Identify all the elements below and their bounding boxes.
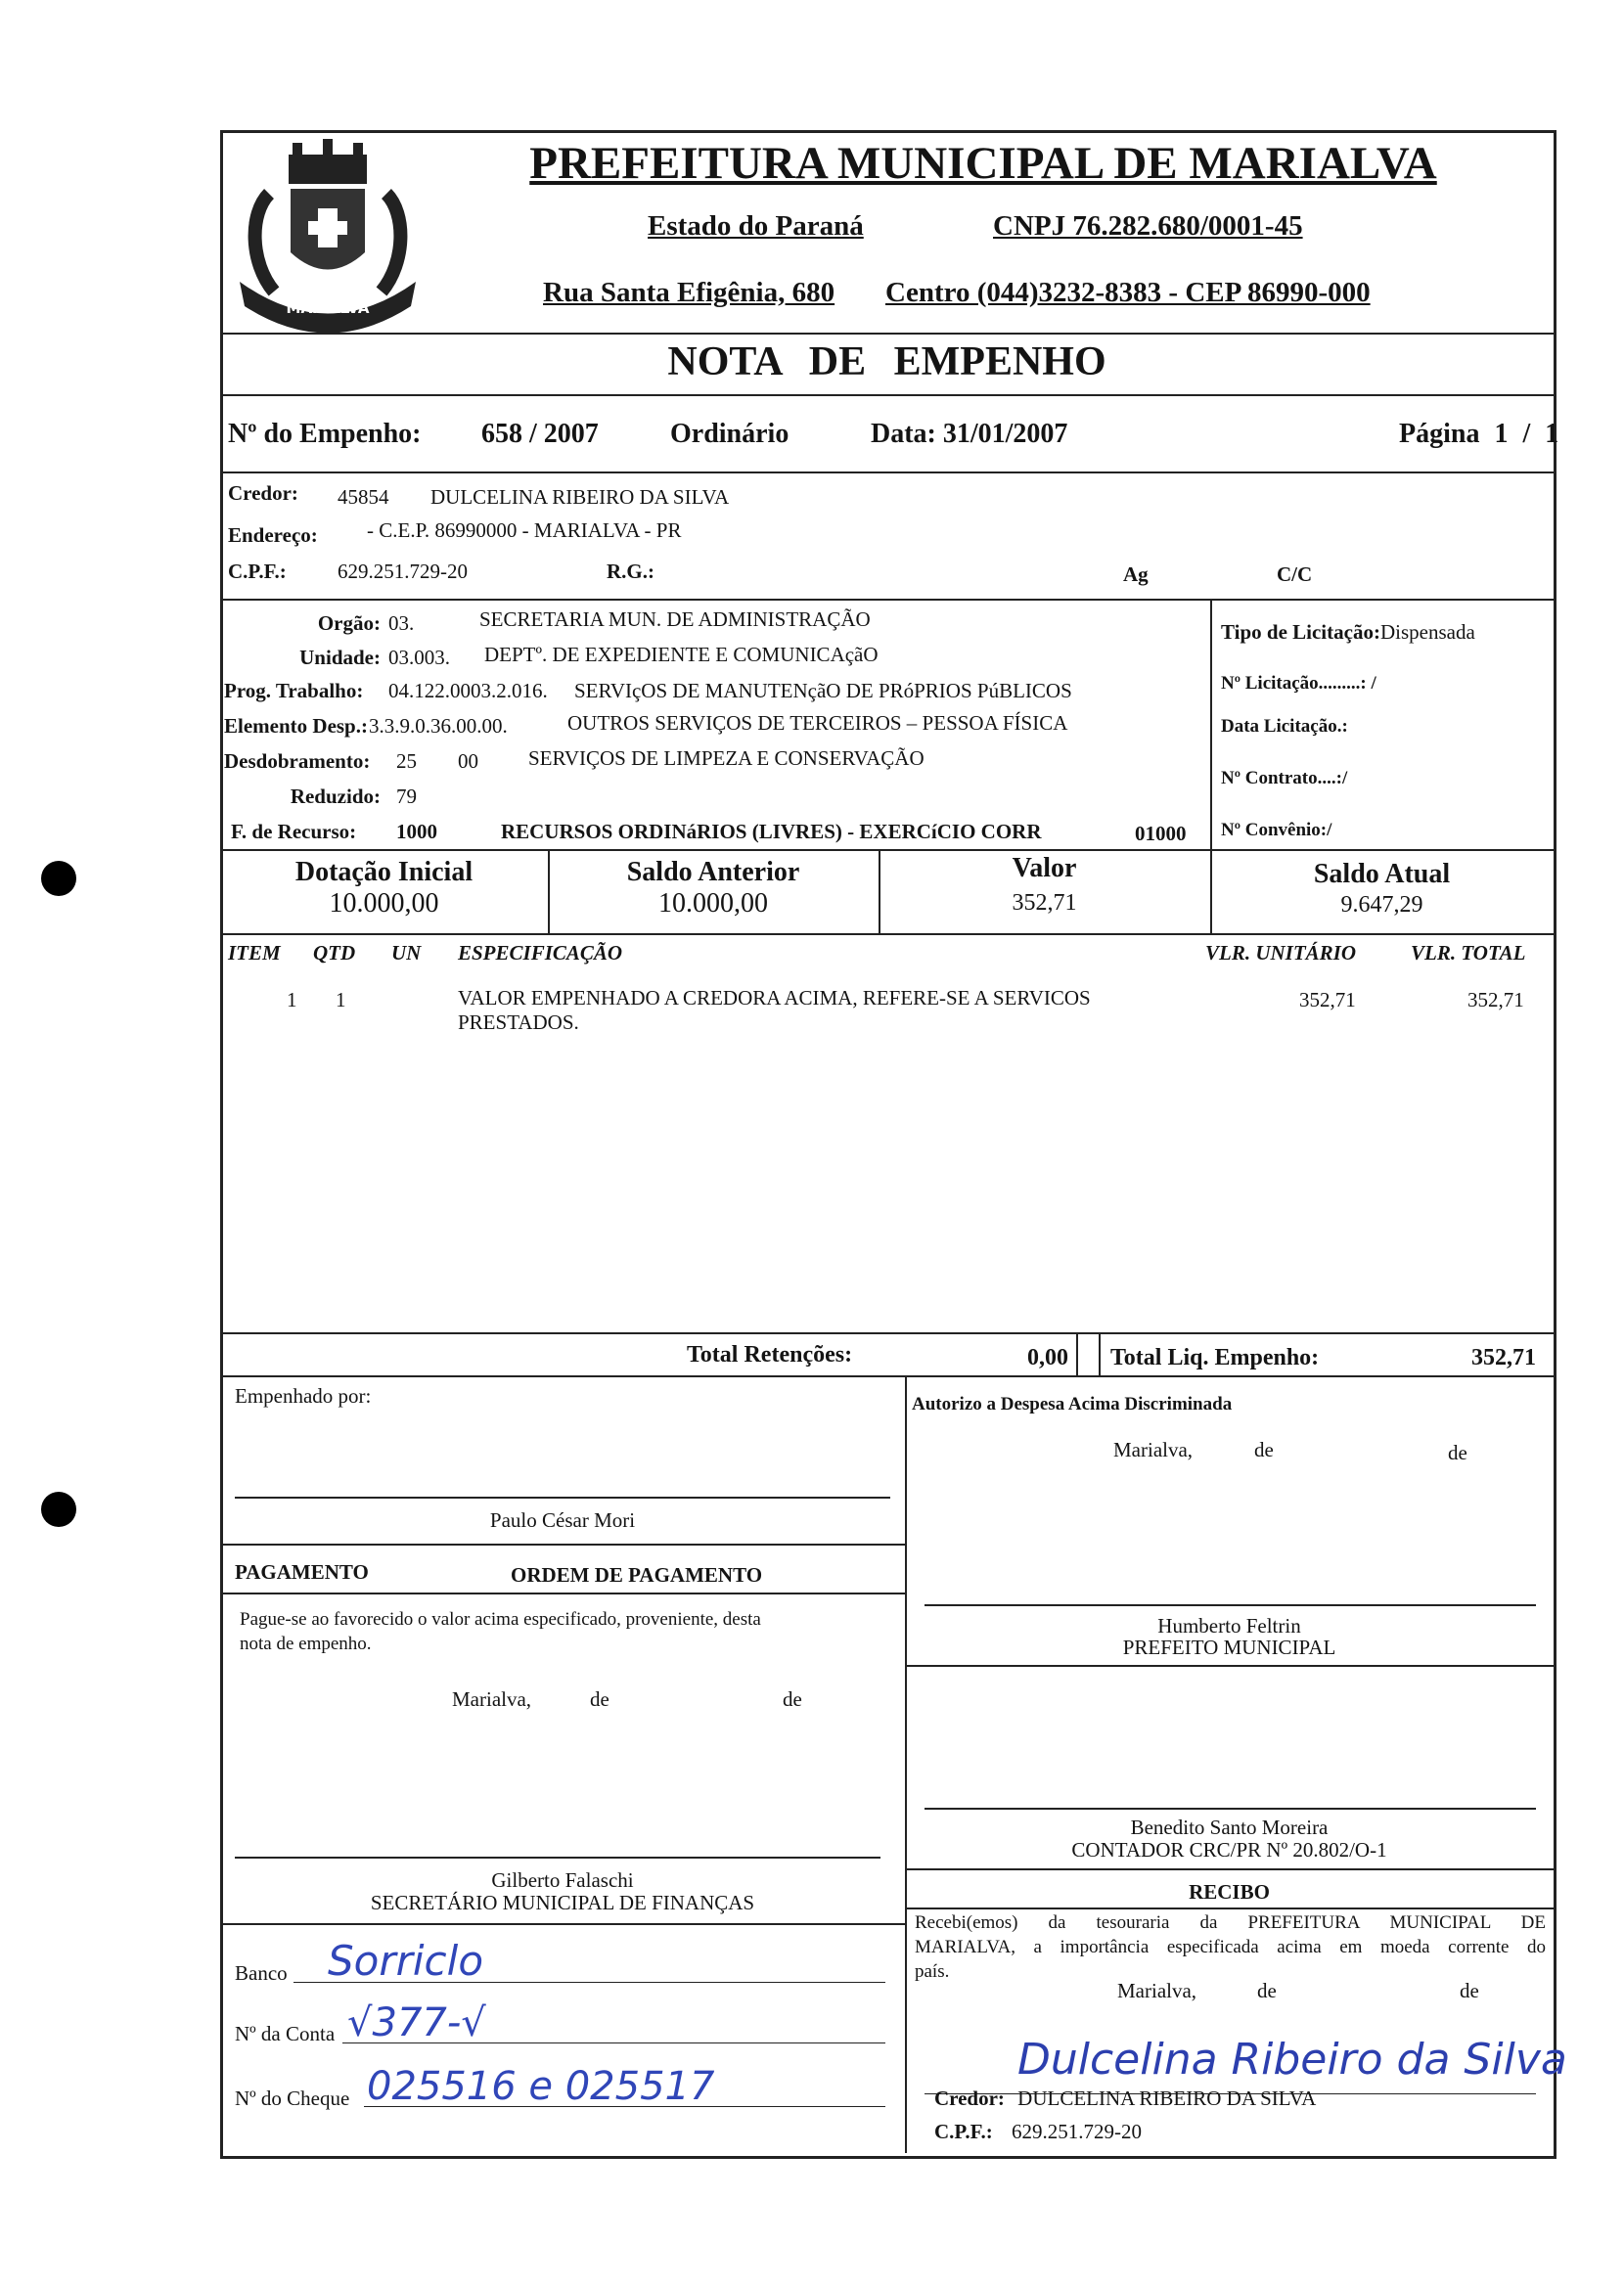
- unidade-label: Unidade:: [299, 646, 381, 669]
- recibo-cpf-value: 629.251.729-20: [1011, 2120, 1142, 2143]
- banco-label: Banco: [235, 1961, 288, 1985]
- conta-label: Nº da Conta: [235, 2022, 336, 2045]
- empenho-type: Ordinário: [670, 419, 789, 449]
- endereco-value: - C.E.P. 86990000 - MARIALVA - PR: [367, 518, 682, 542]
- col-un: UN: [391, 941, 422, 965]
- recurso-label: F. de Recurso:: [231, 820, 357, 843]
- desdobramento-code2: 00: [458, 749, 478, 773]
- pagamento-text-line1: Pague-se ao favorecido o valor acima especificado, proveniente, desta: [240, 1609, 761, 1630]
- dotacao-inicial-value: 10.000,00: [329, 888, 439, 919]
- recibo-credor-name: DULCELINA RIBEIRO DA SILVA: [1017, 2087, 1317, 2110]
- conta-value: √377-√: [347, 2000, 486, 2045]
- rg-label: R.G.:: [607, 560, 654, 583]
- row-qtd: 1: [336, 988, 346, 1011]
- elemento-code: 3.3.9.0.36.00.00.: [369, 714, 508, 738]
- recurso-code: 1000: [396, 820, 437, 843]
- document-title: NOTA DE EMPENHO: [667, 339, 1106, 384]
- empenho-number: 658 / 2007: [481, 419, 599, 449]
- svg-text:MARIALVA: MARIALVA: [286, 299, 370, 317]
- prog-code: 04.122.0003.2.016.: [388, 679, 548, 702]
- saldo-anterior-value: 10.000,00: [658, 888, 768, 919]
- unidade-code: 03.003.: [388, 646, 450, 669]
- orgao-desc: SECRETARIA MUN. DE ADMINISTRAÇÃO: [479, 607, 871, 631]
- recibo-credor-line: [934, 2087, 1316, 2111]
- row-spec-line1: VALOR EMPENHADO A CREDORA ACIMA, REFERE-SE A SERVICOS: [458, 986, 1091, 1010]
- autorizo-place: Marialva,: [1113, 1438, 1194, 1461]
- licitacao-numero: Nº Licitação.........: /: [1221, 673, 1376, 694]
- saldo-anterior-label: Saldo Anterior: [626, 857, 800, 887]
- col-especificacao: ESPECIFICAÇÃO: [458, 941, 623, 965]
- banco-value: Sorriclo: [328, 1937, 484, 1985]
- recibo-credor-label: Credor:: [934, 2087, 1005, 2110]
- cheque-value: 025516 e 025517: [367, 2064, 715, 2109]
- empenhado-label: Empenhado por:: [235, 1384, 372, 1408]
- header-state: Estado do Paraná: [648, 210, 864, 242]
- row-item: 1: [287, 988, 297, 1011]
- prog-desc: SERVIçOS DE MANUTENçãO DE PRóPRIOS PúBLICOS: [574, 679, 1072, 702]
- credor-code: 45854: [338, 485, 389, 509]
- col-vlr-unitario: VLR. UNITÁRIO: [1205, 941, 1357, 965]
- orgao-code: 03.: [388, 611, 415, 635]
- saldo-atual-label: Saldo Atual: [1313, 859, 1451, 889]
- licitacao-contrato: Nº Contrato....:/: [1221, 768, 1348, 788]
- cpf-value: 629.251.729-20: [338, 560, 468, 583]
- prefeito-name: Humberto Feltrin: [1157, 1614, 1301, 1638]
- desdobramento-label: Desdobramento:: [224, 749, 371, 773]
- credor-name: DULCELINA RIBEIRO DA SILVA: [430, 485, 730, 509]
- secretario-title: SECRETÁRIO MUNICIPAL DE FINANÇAS: [370, 1891, 755, 1914]
- desdobramento-code1: 25: [396, 749, 417, 773]
- recibo-de1: de: [1257, 1979, 1277, 2002]
- punch-hole-bottom: [41, 1492, 76, 1527]
- empenho-date: Data: 31/01/2007: [871, 419, 1068, 449]
- dotacao-inicial-label: Dotação Inicial: [294, 857, 474, 887]
- recibo-place: Marialva,: [1117, 1979, 1197, 2002]
- saldo-atual-value: 9.647,29: [1340, 892, 1423, 918]
- empenhado-name: Paulo César Mori: [489, 1508, 636, 1532]
- recurso-desc: RECURSOS ORDINáRIOS (LIVRES) - EXERCíCIO CORR: [501, 820, 1042, 843]
- unidade-desc: DEPTº. DE EXPEDIENTE E COMUNICAçãO: [484, 643, 879, 666]
- contador-name: Benedito Santo Moreira: [1130, 1816, 1329, 1839]
- prefeito-title: PREFEITO MUNICIPAL: [1122, 1636, 1336, 1659]
- pagamento-place: Marialva,: [452, 1687, 532, 1711]
- liq-label: Total Liq. Empenho:: [1110, 1345, 1320, 1370]
- ag-label: Ag: [1123, 562, 1149, 586]
- autorizo-de2: de: [1448, 1441, 1467, 1464]
- pagamento-de1: de: [590, 1687, 609, 1711]
- contador-title: CONTADOR CRC/PR Nº 20.802/O-1: [1071, 1838, 1387, 1862]
- retencoes-label: Total Retenções:: [687, 1342, 853, 1368]
- pagamento-text-line2: nota de empenho.: [240, 1634, 372, 1654]
- header-address-rest: Centro (044)3232-8383 - CEP 86990-000: [885, 277, 1371, 308]
- header-title: PREFEITURA MUNICIPAL DE MARIALVA: [529, 138, 1437, 189]
- recibo-cpf-line: [934, 2120, 1142, 2144]
- elemento-label: Elemento Desp.:: [224, 714, 368, 738]
- pagamento-de2: de: [783, 1687, 802, 1711]
- elemento-desc: OUTROS SERVIÇOS DE TERCEIROS – PESSOA FÍSICA: [567, 711, 1068, 735]
- desdobramento-desc: SERVIÇOS DE LIMPEZA E CONSERVAÇÃO: [528, 746, 925, 770]
- credor-label: Credor:: [228, 481, 298, 505]
- recibo-de2: de: [1460, 1979, 1479, 2002]
- licitacao-tipo-value: Dispensada: [1379, 620, 1475, 644]
- retencoes-value: 0,00: [1027, 1345, 1068, 1370]
- cheque-label: Nº do Cheque: [235, 2087, 350, 2110]
- cpf-label: C.P.F.:: [228, 560, 287, 583]
- recibo-text-line3: país.: [915, 1961, 950, 1982]
- row-unit: 352,71: [1299, 988, 1356, 1011]
- licitacao-tipo-label: Tipo de Licitação:: [1221, 620, 1380, 644]
- valor-label: Valor: [1012, 853, 1077, 883]
- licitacao-convenio: Nº Convênio:/: [1221, 820, 1332, 840]
- autorizo-label: Autorizo a Despesa Acima Discriminada: [912, 1394, 1233, 1414]
- licitacao-data: Data Licitação.:: [1221, 716, 1348, 737]
- recurso-code2: 01000: [1135, 822, 1187, 845]
- recibo-text-line1: Recebi(emos) da tesouraria da PREFEITURA MUNICIPAL DE: [915, 1912, 1546, 1933]
- endereco-label: Endereço:: [228, 523, 318, 547]
- reduzido-value: 79: [396, 785, 417, 808]
- recibo-title: RECIBO: [1189, 1880, 1270, 1904]
- prog-label: Prog. Trabalho:: [224, 679, 364, 702]
- punch-hole-top: [41, 861, 76, 896]
- recibo-cpf-label: C.P.F.:: [934, 2120, 993, 2143]
- autorizo-de1: de: [1254, 1438, 1274, 1461]
- crest-logo: [230, 135, 426, 336]
- valor-value: 352,71: [1012, 890, 1077, 916]
- credor-signature: Dulcelina Ribeiro da Silva: [1017, 2035, 1567, 2085]
- header-address-street: Rua Santa Efigênia, 680: [543, 277, 835, 308]
- col-vlr-total: VLR. TOTAL: [1411, 941, 1526, 965]
- orgao-label: Orgão:: [317, 611, 381, 635]
- header-cnpj: CNPJ 76.282.680/0001-45: [993, 210, 1303, 242]
- row-spec-line2: PRESTADOS.: [458, 1010, 579, 1034]
- recibo-text-line2: MARIALVA, a importância especificada acima em moeda corrente do: [915, 1937, 1546, 1957]
- ordem-pagamento-label: ORDEM DE PAGAMENTO: [511, 1563, 763, 1587]
- pagamento-label: PAGAMENTO: [235, 1560, 369, 1584]
- empenho-label: Nº do Empenho:: [228, 419, 422, 449]
- col-item: ITEM: [228, 941, 281, 965]
- empenho-page: Página 1 / 1: [1399, 419, 1559, 449]
- licitacao-tipo: [1221, 620, 1475, 645]
- col-qtd: QTD: [313, 941, 356, 965]
- row-total: 352,71: [1467, 988, 1524, 1011]
- liq-value: 352,71: [1471, 1345, 1536, 1370]
- secretario-name: Gilberto Falaschi: [491, 1868, 634, 1892]
- cc-label: C/C: [1277, 562, 1313, 586]
- reduzido-label: Reduzido:: [290, 785, 381, 808]
